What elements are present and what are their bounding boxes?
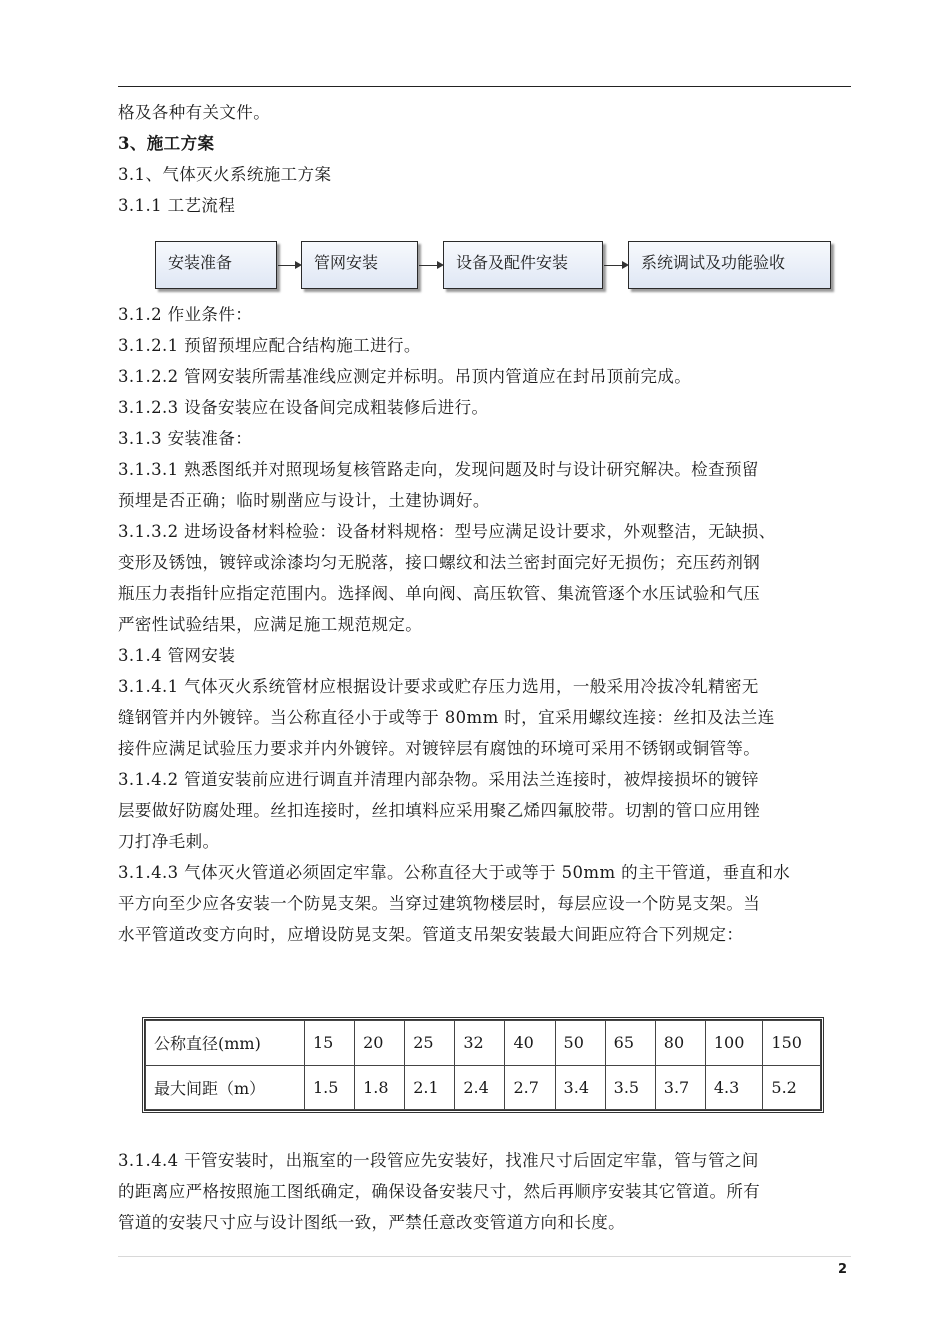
flow-step-4: 系统调试及功能验收 xyxy=(628,241,831,289)
intro-block xyxy=(118,97,853,221)
table-cell: 15 xyxy=(305,1021,355,1066)
text-line: 3.1.4.3 气体灭火管道必须固定牢靠。公称直径大于或等于 50mm 的主干管道，垂直和水 xyxy=(118,863,791,882)
table-cell: 2.1 xyxy=(405,1065,455,1110)
arrow-right-icon xyxy=(604,265,627,266)
table-cell: 1.8 xyxy=(355,1065,405,1110)
text-line: 3.1.4.1 气体灭火系统管材应根据设计要求或贮存压力选用，一般采用冷拔冷轧精密无 xyxy=(118,677,759,696)
flow-step-1: 安装准备 xyxy=(155,241,277,289)
text-line: 瓶压力表指针应指定范围内。选择阀、单向阀、高压软管、集流管逐个水压试验和气压 xyxy=(118,584,761,603)
text-line: 3.1.2.1 预留预埋应配合结构施工进行。 xyxy=(118,336,421,355)
text-line: 3.1.3.2 进场设备材料检验：设备材料规格：型号应满足设计要求，外观整洁，无缺损、 xyxy=(118,522,776,541)
table-cell: 2.7 xyxy=(505,1065,555,1110)
process-flow-diagram xyxy=(0,241,950,291)
text-line: 水平管道改变方向时，应增设防晃支架。管道支吊架安装最大间距应符合下列规定： xyxy=(118,925,744,944)
text-line: 的距离应严格按照施工图纸确定，确保设备安装尺寸，然后再顺序安装其它管道。所有 xyxy=(118,1182,761,1201)
table-cell: 25 xyxy=(405,1021,455,1066)
flow-step-3: 设备及配件安装 xyxy=(443,241,603,289)
header-rule xyxy=(118,86,851,87)
text-line: 变形及锈蚀，镀锌或涂漆均匀无脱落，接口螺纹和法兰密封面完好无损伤；充压药剂钢 xyxy=(118,553,761,572)
table-cell: 3.5 xyxy=(605,1065,655,1110)
flow-step-2: 管网安装 xyxy=(301,241,418,289)
table-cell: 3.7 xyxy=(655,1065,705,1110)
text-line: 3.1.2.2 管网安装所需基准线应测定并标明。吊顶内管道应在封吊顶前完成。 xyxy=(118,367,692,386)
pipe-spacing-table xyxy=(142,1017,824,1113)
text-line: 3.1.4.4 干管安装时，出瓶室的一段管应先安装好，找准尺寸后固定牢靠，管与管之间 xyxy=(118,1151,759,1170)
text-line: 接件应满足试验压力要求并内外镀锌。对镀锌层有腐蚀的环境可采用不锈钢或铜管等。 xyxy=(118,739,761,758)
table-row xyxy=(146,1021,821,1066)
text-line: 平方向至少应各安装一个防晃支架。当穿过建筑物楼层时，每层应设一个防晃支架。当 xyxy=(118,894,761,913)
text-line: 刀打净毛刺。 xyxy=(118,832,220,851)
closing-block xyxy=(118,1145,853,1238)
table-cell: 100 xyxy=(705,1021,763,1066)
section-heading: 3、施工方案 xyxy=(118,134,215,153)
body-block xyxy=(118,299,853,950)
page-number: 2 xyxy=(838,1262,848,1277)
text-line: 3.1.2 作业条件： xyxy=(118,305,253,324)
table-cell: 40 xyxy=(505,1021,555,1066)
table-cell: 2.4 xyxy=(455,1065,505,1110)
arrow-right-icon xyxy=(278,265,300,266)
table-cell: 5.2 xyxy=(763,1065,821,1110)
table-cell: 80 xyxy=(655,1021,705,1066)
text-line: 严密性试验结果，应满足施工规范规定。 xyxy=(118,615,423,634)
text-line: 3.1.3 安装准备： xyxy=(118,429,253,448)
table-cell: 50 xyxy=(555,1021,605,1066)
table-cell: 20 xyxy=(355,1021,405,1066)
text-line: 管道的安装尺寸应与设计图纸一致，严禁任意改变管道方向和长度。 xyxy=(118,1213,625,1232)
text-line: 预埋是否正确；临时剔凿应与设计，土建协调好。 xyxy=(118,491,490,510)
table-cell: 65 xyxy=(605,1021,655,1066)
text-line: 3.1.4.2 管道安装前应进行调直并清理内部杂物。采用法兰连接时，被焊接损坏的镀锌 xyxy=(118,770,759,789)
table-cell: 3.4 xyxy=(555,1065,605,1110)
text-line: 格及各种有关文件。 xyxy=(118,103,271,122)
table-cell: 32 xyxy=(455,1021,505,1066)
table-row xyxy=(146,1065,821,1110)
text-line: 层要做好防腐处理。丝扣连接时，丝扣填料应采用聚乙烯四氟胶带。切割的管口应用锉 xyxy=(118,801,761,820)
text-line: 3.1.2.3 设备安装应在设备间完成粗装修后进行。 xyxy=(118,398,489,417)
process-heading: 3.1.1 工艺流程 xyxy=(118,196,236,215)
text-line: 3.1.3.1 熟悉图纸并对照现场复核管路走向，发现问题及时与设计研究解决。检查预留 xyxy=(118,460,759,479)
footer-rule xyxy=(118,1256,851,1257)
table-cell: 150 xyxy=(763,1021,821,1066)
table-cell-header: 最大间距（m） xyxy=(146,1065,305,1110)
text-line: 缝钢管并内外镀锌。当公称直径小于或等于 80mm 时，宜采用螺纹连接：丝扣及法兰连 xyxy=(118,708,775,727)
table-cell: 4.3 xyxy=(705,1065,763,1110)
sub-heading: 3.1、气体灭火系统施工方案 xyxy=(118,165,332,184)
arrow-right-icon xyxy=(419,265,442,266)
text-line: 3.1.4 管网安装 xyxy=(118,646,236,665)
table-cell: 1.5 xyxy=(305,1065,355,1110)
table-cell-header: 公称直径(mm) xyxy=(146,1021,305,1066)
